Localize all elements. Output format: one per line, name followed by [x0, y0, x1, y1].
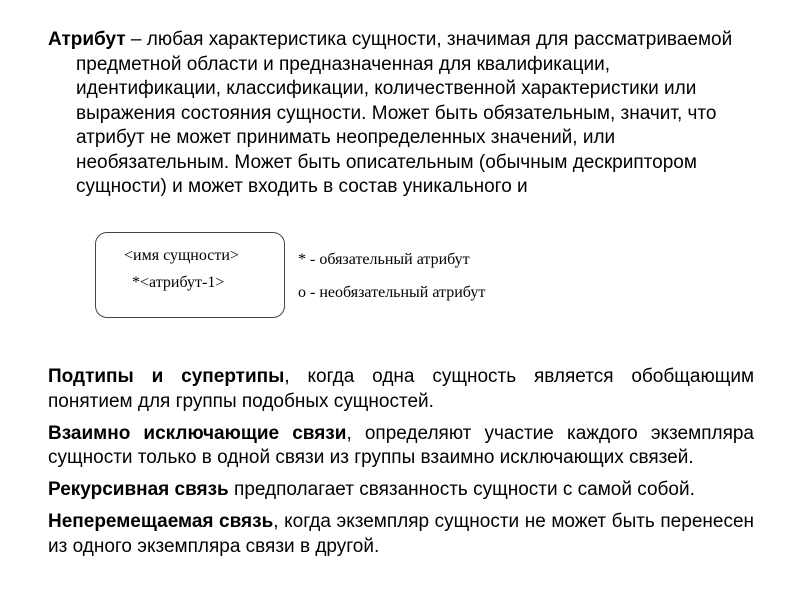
- term-text: , когда экземпляр сущности не может быть перенесен из одного экземпляра связи в другой.: [48, 511, 754, 557]
- definition-paragraph: [48, 28, 748, 200]
- definition-term: Атрибут: [48, 29, 126, 50]
- term-title: Рекурсивная связь: [48, 479, 229, 500]
- attribute-definition: [48, 28, 748, 238]
- term-paragraph: [48, 365, 754, 414]
- legend-optional: о - необязательный атрибут: [298, 284, 486, 301]
- term-text: , определяют участие каждого экземпляра сущности только в одной связи из группы взаимно исключающих связей.: [48, 422, 754, 468]
- entity-name-label: <имя сущности>: [124, 247, 239, 264]
- term-paragraph: [48, 510, 754, 559]
- term-paragraph: [48, 478, 754, 503]
- term-title: Подтипы и супертипы: [48, 366, 285, 387]
- entity-box: [95, 232, 285, 318]
- term-text: , когда одна сущность является обобщающим понятием для группы подобных сущностей.: [48, 366, 755, 412]
- definition-text: – любая характеристика сущности, значимая для рассматриваемой предметной области и предназначенная для квалификации, идентификации, классификации, количественной характеристики или выражения состояния сущности. Может быть обязательным, значит, что атрибут не может принимать неопределенных значений, или необязательным. Может быть описательным (обычным дескриптором сущности) и может входить в состав уникального и: [76, 29, 733, 197]
- term-text: предполагает связанность сущности с самой собой.: [228, 479, 695, 500]
- term-title: Неперемещаемая связь: [48, 511, 274, 532]
- legend-required: * - обязательный атрибут: [298, 251, 470, 268]
- entity-attribute-label: *<атрибут-1>: [132, 274, 225, 291]
- term-title: Взаимно исключающие связи: [48, 422, 347, 444]
- term-paragraph: [48, 422, 754, 471]
- terms-list: [48, 365, 754, 567]
